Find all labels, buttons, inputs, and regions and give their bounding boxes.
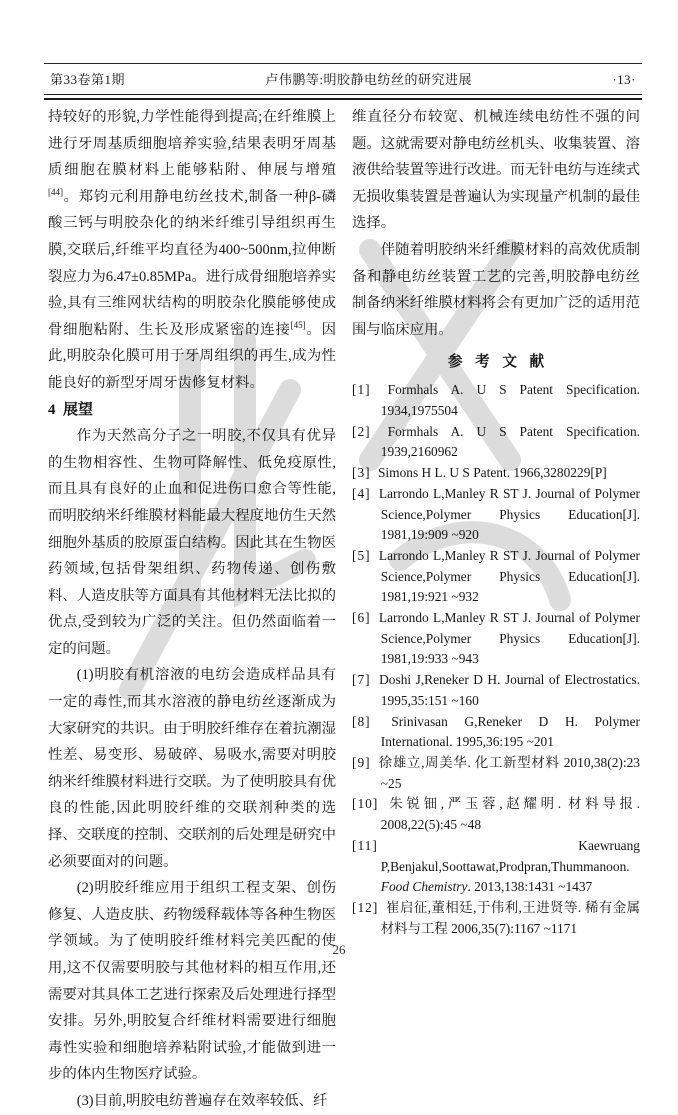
paragraph: (1)明胶有机溶液的电纺会造成样品具有一定的毒性,而其水溶液的静电纺丝逐渐成为大家研究的共识。由于明胶纤维存在着抗潮湿性差、易变形、易破碎、易吸水,需要对明胶纳米纤维膜材料进行交联。为了使明胶具有优良的性能,因此明胶纤维的交联剂种类的选择、交联度的控制、交联剂的后处理是研究中必须要面对的问题。 bbox=[48, 667, 336, 870]
reference-text: Kaewruang P,Benjakul,Soottawat,Prodpran,Thummanoon. bbox=[380, 837, 640, 874]
reference-text: 崔启征,董相廷,于伟利,王进贤等. 稀有金属材料与工程 2006,35(7):1167 ~1171 bbox=[380, 899, 640, 936]
page-header bbox=[44, 63, 642, 100]
reference-item bbox=[352, 546, 640, 608]
reference-item bbox=[352, 484, 640, 546]
reference-text: Formhals A. U S Patent Specification. 1934,1975504 bbox=[380, 382, 641, 419]
reference-item bbox=[352, 712, 640, 753]
reference-text: Doshi J,Reneker D H. Journal of Electrostatics. 1995,35:151 ~160 bbox=[379, 672, 640, 708]
reference-text: . 2013,138:1431 ~1437 bbox=[467, 879, 593, 895]
references-list bbox=[352, 380, 640, 939]
reference-label: [5] bbox=[352, 547, 371, 563]
reference-label: [9] bbox=[352, 755, 371, 770]
references-heading: 参 考 文 献 bbox=[447, 354, 545, 371]
paragraph: 伴随着明胶纳米纤维膜材料的高效优质制备和静电纺丝装置工艺的完善,明胶静电纺丝制备纳米纤维膜材料将会有更加广泛的适用范围与临床应用。 bbox=[352, 241, 640, 338]
two-column-body bbox=[48, 104, 640, 1115]
reference-journal-italic: Food Chemistry bbox=[380, 879, 468, 895]
section-heading-outlook: 4 展望 bbox=[48, 401, 94, 418]
reference-label: [7] bbox=[352, 672, 371, 688]
reference-label: [11] bbox=[352, 837, 378, 853]
paragraph: (3)目前,明胶电纺普遍存在效率较低、纤 bbox=[76, 1092, 328, 1109]
reference-item bbox=[352, 836, 640, 898]
reference-text: Larrondo L,Manley R ST J. Journal of Polymer Science,Polymer Physics Education[J]. 1981,19:921 ~932 bbox=[378, 547, 640, 605]
reference-item bbox=[352, 898, 640, 939]
paragraph bbox=[48, 104, 336, 397]
header-double-rule bbox=[44, 94, 642, 100]
reference-text: Formhals A. U S Patent Specification. 1939,2160962 bbox=[380, 423, 641, 460]
reference-label: [8] bbox=[352, 713, 371, 729]
reference-item bbox=[352, 463, 640, 484]
reference-label: [12] bbox=[352, 899, 379, 915]
reference-text: 徐雄立,周美华. 化工新型材料 2010,38(2):23 ~25 bbox=[378, 755, 640, 791]
header-issue: 第33卷第1期 bbox=[50, 72, 126, 87]
reference-label: [10] bbox=[352, 796, 379, 812]
citation-ref-44: [44] bbox=[48, 186, 63, 197]
reference-label: [6] bbox=[352, 610, 371, 626]
paragraph-text: 持较好的形貌,力学性能得到提高;在纤维膜上进行牙周基质细胞培养实验,结果表明牙周基质细胞在膜材料上能够粘附、伸展与增殖 bbox=[48, 109, 336, 179]
citation-ref-45: [45] bbox=[290, 319, 306, 330]
reference-label: [3] bbox=[352, 465, 371, 481]
paragraph-text: 。郑钧元利用静电纺丝技术,制备一种β-磷酸三钙与明胶杂化的纳米纤维引导组织再生膜,交联后,纤维平均直径为400~500nm,拉伸断裂应力为6.47±0.85MPa。进行成骨细胞培养实验,具有三维网状结构的明胶杂化膜能够使成骨细胞粘附、生长及形成紧密的连接 bbox=[48, 188, 336, 338]
reference-text: 朱锐钿,严玉蓉,赵耀明. 材料导报. 2008,22(5):45 ~48 bbox=[380, 796, 640, 833]
right-column bbox=[352, 104, 640, 1115]
page-number: 26 bbox=[332, 942, 346, 957]
reference-item bbox=[352, 608, 640, 670]
paragraph-text: 。因此,明胶杂化膜可用于牙周组织的再生,成为性能良好的新型牙周牙齿修复材料。 bbox=[48, 321, 336, 391]
header-running-title: 卢伟鹏等:明胶静电纺丝的研究进展 bbox=[265, 72, 472, 87]
reference-text: Larrondo L,Manley R ST J. Journal of Polymer Science,Polymer Physics Education[J]. 1981,19:909 ~920 bbox=[378, 485, 640, 543]
reference-item bbox=[352, 380, 640, 421]
reference-item bbox=[352, 670, 640, 711]
reference-item bbox=[352, 794, 640, 835]
reference-text: Srinivasan G,Reneker D H. Polymer International. 1995,36:195 ~201 bbox=[380, 713, 640, 750]
left-column bbox=[48, 104, 336, 1115]
reference-label: [4] bbox=[352, 485, 371, 501]
paragraph: 维直径分布较宽、机械连续电纺性不强的问题。这就需要对静电纺丝机头、收集装置、溶液供给装置等进行改进。而无针电纺与连续式无损收集装置是普遍认为实现量产机制的最佳选择。 bbox=[352, 109, 640, 232]
header-page-marker: ·13· bbox=[612, 72, 636, 87]
reference-text: Simons H L. U S Patent. 1966,3280229[P] bbox=[377, 465, 607, 481]
reference-label: [2] bbox=[352, 423, 371, 439]
paragraph: 作为天然高分子之一明胶,不仅具有优异的生物相容性、生物可降解性、低免疫原性,而且具有良好的止血和促进伤口愈合等性能,而明胶纳米纤维膜材料能最大程度地仿生天然细胞外基质的胶原蛋白结构。因此其在生物医药领域,包括骨架组织、药物传递、创伤敷料、人造皮肤等方面具有其他材料无法比拟的优点,受到较为广泛的关注。但仍然面临着一定的问题。 bbox=[48, 428, 336, 657]
reference-label: [1] bbox=[352, 382, 371, 398]
reference-text: Larrondo L,Manley R ST J. Journal of Polymer Science,Polymer Physics Education[J]. 1981,19:933 ~943 bbox=[378, 610, 640, 667]
reference-item bbox=[352, 422, 640, 463]
reference-item bbox=[352, 753, 640, 794]
paragraph: (2)明胶纤维应用于组织工程支架、创伤修复、人造皮肤、药物缓释载体等各种生物医学领域。为了使明胶纤维材料完美匹配的使用,这不仅需要明胶与其他材料的相互作用,还需要对其具体工艺进行探索及后处理进行择型安排。另外,明胶复合纤维材料需要进行细胞毒性实验和细胞培养粘附试验,才能做到进一步的体内生物医疗试验。 bbox=[48, 880, 336, 1083]
